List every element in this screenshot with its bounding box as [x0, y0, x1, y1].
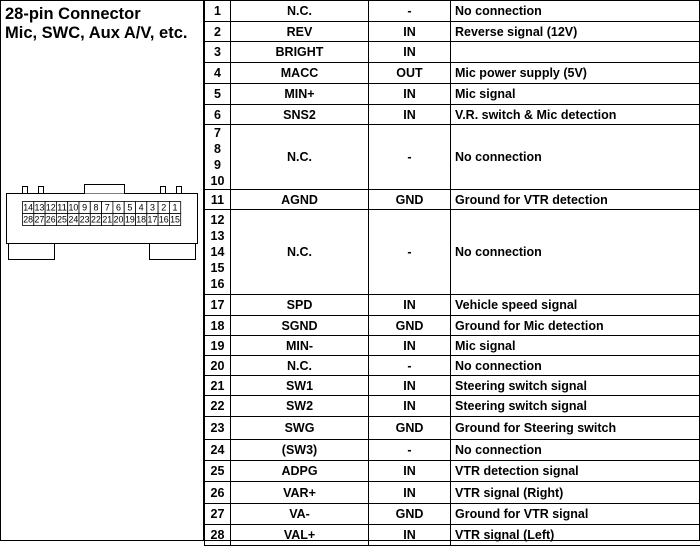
- pin-description-cell: No connection: [451, 440, 700, 461]
- connector-pin-number: 28: [23, 215, 33, 226]
- connector-foot-left: [9, 244, 55, 260]
- pin-number-cell: 28: [205, 525, 231, 546]
- pin-description-cell: No connection: [451, 1, 700, 22]
- pin-description-cell: Ground for VTR detection: [451, 190, 700, 210]
- connector-pin-number: 11: [57, 203, 67, 214]
- pin-direction-cell: IN: [369, 525, 451, 546]
- pin-number-cell: 23: [205, 417, 231, 440]
- table-row: [205, 42, 700, 63]
- pin-direction-cell: GND: [369, 417, 451, 440]
- pin-description-cell: Mic signal: [451, 84, 700, 105]
- pin-description-cell: Mic signal: [451, 336, 700, 356]
- pin-number: 10: [205, 173, 230, 189]
- pin-name-cell: N.C.: [231, 210, 369, 295]
- pin-number-cell: 25: [205, 461, 231, 482]
- pin-name-cell: SW2: [231, 396, 369, 417]
- table-row: [205, 440, 700, 461]
- pin-direction-cell: IN: [369, 376, 451, 396]
- pin-direction-cell: IN: [369, 396, 451, 417]
- pin-name-cell: (SW3): [231, 440, 369, 461]
- pin-number-cell: 4: [205, 63, 231, 84]
- connector-pin-number: 23: [80, 215, 90, 226]
- pin-description-cell: VTR detection signal: [451, 461, 700, 482]
- pin-number-cell: 24: [205, 440, 231, 461]
- pin-name-cell: SNS2: [231, 105, 369, 125]
- pin-name-cell: VAL+: [231, 525, 369, 546]
- pin-number-cell: 2: [205, 22, 231, 42]
- pin-name-cell: SGND: [231, 316, 369, 336]
- pin-number-cell: [205, 125, 231, 190]
- pin-name-cell: SWG: [231, 417, 369, 440]
- pin-name-cell: SPD: [231, 295, 369, 316]
- table-row: [205, 125, 700, 190]
- page-title: [5, 5, 187, 43]
- pin-number: 16: [205, 276, 230, 292]
- pin-description-cell: Ground for Steering switch: [451, 417, 700, 440]
- pin-number: 9: [205, 157, 230, 173]
- pin-number-cell: 17: [205, 295, 231, 316]
- connector-pin-number: 2: [161, 203, 166, 214]
- pin-direction-cell: IN: [369, 105, 451, 125]
- connector-pin-number: 7: [105, 203, 110, 214]
- connector-pin-number: 9: [82, 203, 87, 214]
- table-row: [205, 210, 700, 295]
- pin-name-cell: SW1: [231, 376, 369, 396]
- connector-pin-number: 10: [68, 203, 78, 214]
- connector-pin-number: 24: [68, 215, 78, 226]
- pin-name-cell: VA-: [231, 504, 369, 525]
- connector-pin-number: 12: [46, 203, 56, 214]
- pin-table: [204, 0, 700, 546]
- connector-pin-number: 16: [159, 215, 169, 226]
- pin-number-cell: 27: [205, 504, 231, 525]
- pin-direction-cell: -: [369, 210, 451, 295]
- pin-number: 7: [205, 125, 230, 141]
- connector-key-right-2: [177, 187, 182, 194]
- pin-number: 12: [205, 212, 230, 228]
- pin-number-cell: [205, 210, 231, 295]
- connector-pin-number: 21: [102, 215, 112, 226]
- table-row: [205, 396, 700, 417]
- pin-description-cell: Ground for VTR signal: [451, 504, 700, 525]
- table-row: [205, 295, 700, 316]
- pin-description-cell: Ground for Mic detection: [451, 316, 700, 336]
- pin-direction-cell: GND: [369, 190, 451, 210]
- pin-number-cell: 19: [205, 336, 231, 356]
- connector-pin-number: 1: [173, 203, 178, 214]
- table-row: [205, 482, 700, 504]
- pin-description-cell: VTR signal (Right): [451, 482, 700, 504]
- pin-direction-cell: IN: [369, 84, 451, 105]
- pin-description-cell: V.R. switch & Mic detection: [451, 105, 700, 125]
- pin-name-cell: MIN+: [231, 84, 369, 105]
- table-row: [205, 417, 700, 440]
- table-row: [205, 316, 700, 336]
- pin-name-cell: ADPG: [231, 461, 369, 482]
- pin-name-cell: N.C.: [231, 1, 369, 22]
- connector-pin-number: 15: [170, 215, 180, 226]
- connector-pin-number: 4: [139, 203, 144, 214]
- table-row: [205, 525, 700, 546]
- pin-description-cell: Reverse signal (12V): [451, 22, 700, 42]
- pin-number-cell: 1: [205, 1, 231, 22]
- title-line-1: 28-pin Connector: [5, 5, 187, 24]
- connector-pin-number: 19: [125, 215, 135, 226]
- connector-pin-number: 17: [148, 215, 158, 226]
- title-line-2: Mic, SWC, Aux A/V, etc.: [5, 24, 187, 43]
- connector-latch: [85, 185, 125, 194]
- pin-number-cell: 18: [205, 316, 231, 336]
- pin-direction-cell: IN: [369, 42, 451, 63]
- pin-direction-cell: OUT: [369, 63, 451, 84]
- connector-pin-number: 18: [136, 215, 146, 226]
- connector-panel: [0, 0, 204, 541]
- pin-name-cell: N.C.: [231, 125, 369, 190]
- pin-name-cell: BRIGHT: [231, 42, 369, 63]
- pin-description-cell: [451, 42, 700, 63]
- pin-name-cell: MACC: [231, 63, 369, 84]
- connector-pin-number: 26: [46, 215, 56, 226]
- pin-number-cell: 26: [205, 482, 231, 504]
- pin-direction-cell: IN: [369, 482, 451, 504]
- connector-pin-number: 14: [23, 203, 33, 214]
- pin-direction-cell: GND: [369, 316, 451, 336]
- connector-pin-number: 6: [116, 203, 121, 214]
- pin-description-cell: No connection: [451, 210, 700, 295]
- pin-number-cell: 5: [205, 84, 231, 105]
- pin-name-cell: VAR+: [231, 482, 369, 504]
- table-row: [205, 504, 700, 525]
- connector-key-left: [23, 187, 28, 194]
- pin-direction-cell: GND: [369, 504, 451, 525]
- connector-key-left-2: [39, 187, 44, 194]
- pin-number-cell: 11: [205, 190, 231, 210]
- pin-number-cell: 3: [205, 42, 231, 63]
- pin-number: 8: [205, 141, 230, 157]
- pin-number: 15: [205, 260, 230, 276]
- connector-key-right: [161, 187, 166, 194]
- connector-pin-number: 20: [114, 215, 124, 226]
- table-row: [205, 336, 700, 356]
- pin-direction-cell: -: [369, 125, 451, 190]
- pin-name-cell: AGND: [231, 190, 369, 210]
- table-row: [205, 461, 700, 482]
- table-row: [205, 84, 700, 105]
- pin-direction-cell: IN: [369, 295, 451, 316]
- pin-name-cell: MIN-: [231, 336, 369, 356]
- pin-direction-cell: IN: [369, 461, 451, 482]
- table-row: [205, 376, 700, 396]
- table-row: [205, 1, 700, 22]
- pin-number-cell: 6: [205, 105, 231, 125]
- table-row: [205, 22, 700, 42]
- pin-direction-cell: IN: [369, 336, 451, 356]
- pin-number-cell: 20: [205, 356, 231, 376]
- pin-number-cell: 21: [205, 376, 231, 396]
- pin-description-cell: Vehicle speed signal: [451, 295, 700, 316]
- pin-description-cell: No connection: [451, 356, 700, 376]
- connector-diagram: [6, 181, 198, 261]
- pin-description-cell: VTR signal (Left): [451, 525, 700, 546]
- connector-pin-number: 27: [35, 215, 45, 226]
- connector-pin-number: 8: [93, 203, 98, 214]
- pin-direction-cell: -: [369, 1, 451, 22]
- pin-name-cell: N.C.: [231, 356, 369, 376]
- connector-pin-number: 3: [150, 203, 155, 214]
- pin-name-cell: REV: [231, 22, 369, 42]
- pin-number: 13: [205, 228, 230, 244]
- pin-description-cell: No connection: [451, 125, 700, 190]
- pin-description-cell: Mic power supply (5V): [451, 63, 700, 84]
- connector-pin-number: 22: [91, 215, 101, 226]
- table-row: [205, 105, 700, 125]
- pin-number-cell: 22: [205, 396, 231, 417]
- pin-description-cell: Steering switch signal: [451, 396, 700, 417]
- connector-foot-right: [150, 244, 196, 260]
- connector-pin-number: 5: [127, 203, 132, 214]
- connector-pin-number: 13: [35, 203, 45, 214]
- table-row: [205, 190, 700, 210]
- pin-direction-cell: -: [369, 356, 451, 376]
- table-row: [205, 356, 700, 376]
- pin-number: 14: [205, 244, 230, 260]
- table-row: [205, 63, 700, 84]
- connector-pin-number: 25: [57, 215, 67, 226]
- pin-description-cell: Steering switch signal: [451, 376, 700, 396]
- pin-direction-cell: IN: [369, 22, 451, 42]
- pin-direction-cell: -: [369, 440, 451, 461]
